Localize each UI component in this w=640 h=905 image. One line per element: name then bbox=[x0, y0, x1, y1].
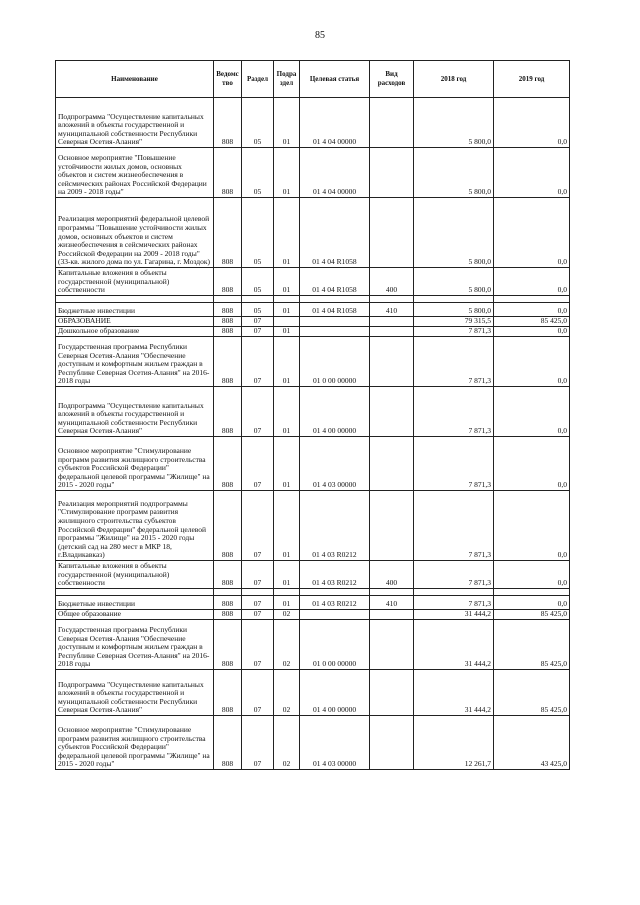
cell-2018: 31 444,2 bbox=[414, 610, 494, 620]
spacer-cell bbox=[414, 589, 494, 596]
header-expense-type: Вид расходов bbox=[370, 61, 414, 98]
table-row bbox=[56, 303, 570, 317]
cell-subsection: 01 bbox=[274, 303, 300, 317]
cell-subsection: 01 bbox=[274, 437, 300, 491]
cell-subsection: 01 bbox=[274, 327, 300, 337]
table-row bbox=[56, 337, 570, 387]
cell-ministry: 808 bbox=[214, 337, 242, 387]
table-row bbox=[56, 98, 570, 148]
table-row bbox=[56, 317, 570, 327]
cell-ministry: 808 bbox=[214, 561, 242, 589]
cell-expense-type bbox=[370, 198, 414, 268]
cell-2019: 0,0 bbox=[494, 387, 570, 437]
cell-target bbox=[300, 610, 370, 620]
table-row bbox=[56, 610, 570, 620]
spacer-cell bbox=[370, 589, 414, 596]
table-row bbox=[56, 670, 570, 716]
cell-ministry: 808 bbox=[214, 670, 242, 716]
cell-section: 05 bbox=[242, 268, 274, 296]
cell-section: 05 bbox=[242, 148, 274, 198]
cell-section: 05 bbox=[242, 198, 274, 268]
cell-expense-type bbox=[370, 317, 414, 327]
cell-section: 07 bbox=[242, 620, 274, 670]
cell-target: 01 4 04 00000 bbox=[300, 148, 370, 198]
spacer-cell bbox=[56, 589, 214, 596]
table-header-row bbox=[56, 61, 570, 98]
cell-2019: 85 425,0 bbox=[494, 670, 570, 716]
cell-name: Основное мероприятие "Повышение устойчивости жилых домов, основных объектов и систем жизнеобеспечения в сейсмических районах Российской Федерации на 2009 - 2018 годы" bbox=[56, 148, 214, 198]
cell-2018: 31 444,2 bbox=[414, 670, 494, 716]
cell-target: 01 0 00 00000 bbox=[300, 337, 370, 387]
cell-2018: 7 871,3 bbox=[414, 337, 494, 387]
cell-ministry: 808 bbox=[214, 268, 242, 296]
cell-target: 01 4 04 00000 bbox=[300, 98, 370, 148]
cell-expense-type bbox=[370, 337, 414, 387]
table-row bbox=[56, 327, 570, 337]
page-number: 85 bbox=[315, 30, 325, 41]
cell-name: Капитальные вложения в объекты государственной (муниципальной) собственности bbox=[56, 561, 214, 589]
cell-expense-type bbox=[370, 716, 414, 770]
cell-section: 05 bbox=[242, 303, 274, 317]
spacer-cell bbox=[242, 589, 274, 596]
cell-2018: 79 315,5 bbox=[414, 317, 494, 327]
cell-name: Подпрограмма "Осуществление капитальных вложений в объекты государственной и муниципальной собственности Республики Северная Осетия-Алания" bbox=[56, 387, 214, 437]
cell-ministry: 808 bbox=[214, 303, 242, 317]
cell-section: 07 bbox=[242, 437, 274, 491]
cell-2019: 0,0 bbox=[494, 561, 570, 589]
cell-target: 01 0 00 00000 bbox=[300, 620, 370, 670]
cell-2018: 7 871,3 bbox=[414, 437, 494, 491]
cell-2019: 85 425,0 bbox=[494, 620, 570, 670]
cell-expense-type bbox=[370, 491, 414, 561]
cell-target: 01 4 03 R0212 bbox=[300, 491, 370, 561]
spacer-cell bbox=[300, 296, 370, 303]
spacer-cell bbox=[214, 296, 242, 303]
cell-target: 01 4 00 00000 bbox=[300, 670, 370, 716]
spacer-cell bbox=[242, 296, 274, 303]
cell-target: 01 4 00 00000 bbox=[300, 387, 370, 437]
cell-expense-type: 400 bbox=[370, 268, 414, 296]
spacer-cell bbox=[274, 589, 300, 596]
spacer-cell bbox=[300, 589, 370, 596]
cell-subsection: 01 bbox=[274, 268, 300, 296]
cell-2019: 0,0 bbox=[494, 491, 570, 561]
cell-name: Реализация мероприятий подпрограммы "Стимулирование программ развития жилищного строительства субъектов Российской Федерации" федеральной целевой программы "Жилище" на 2015 - 2020 годы (детский сад на 280 мест в МКР 18, г.Владикавказ) bbox=[56, 491, 214, 561]
cell-ministry: 808 bbox=[214, 148, 242, 198]
cell-subsection: 01 bbox=[274, 98, 300, 148]
cell-name: Государственная программа Республики Северная Осетия-Алания "Обеспечение доступным и комфортным жильем граждан в Республике Северная Осетия-Алания" на 2016-2018 годы bbox=[56, 337, 214, 387]
spacer-cell bbox=[274, 296, 300, 303]
cell-subsection bbox=[274, 317, 300, 327]
cell-2018: 5 800,0 bbox=[414, 303, 494, 317]
table-row bbox=[56, 198, 570, 268]
row-spacer bbox=[56, 589, 570, 596]
header-section: Раздел bbox=[242, 61, 274, 98]
cell-2018: 5 800,0 bbox=[414, 98, 494, 148]
cell-ministry: 808 bbox=[214, 317, 242, 327]
cell-2019: 0,0 bbox=[494, 327, 570, 337]
cell-ministry: 808 bbox=[214, 327, 242, 337]
table-row bbox=[56, 561, 570, 589]
cell-expense-type bbox=[370, 437, 414, 491]
header-2018: 2018 год bbox=[414, 61, 494, 98]
spacer-cell bbox=[370, 296, 414, 303]
cell-name: Подпрограмма "Осуществление капитальных вложений в объекты государственной и муниципальной собственности Республики Северная Осетия-Алания" bbox=[56, 98, 214, 148]
budget-table bbox=[55, 60, 570, 770]
cell-expense-type bbox=[370, 148, 414, 198]
cell-section: 07 bbox=[242, 716, 274, 770]
cell-ministry: 808 bbox=[214, 198, 242, 268]
cell-expense-type bbox=[370, 327, 414, 337]
cell-2019: 0,0 bbox=[494, 303, 570, 317]
cell-subsection: 02 bbox=[274, 620, 300, 670]
cell-subsection: 01 bbox=[274, 337, 300, 387]
cell-ministry: 808 bbox=[214, 387, 242, 437]
cell-target bbox=[300, 317, 370, 327]
cell-target: 01 4 03 R0212 bbox=[300, 596, 370, 610]
cell-2019: 0,0 bbox=[494, 268, 570, 296]
cell-section: 07 bbox=[242, 491, 274, 561]
cell-name: ОБРАЗОВАНИЕ bbox=[56, 317, 214, 327]
spacer-cell bbox=[214, 589, 242, 596]
header-ministry: Ведомс тво bbox=[214, 61, 242, 98]
cell-section: 07 bbox=[242, 317, 274, 327]
cell-ministry: 808 bbox=[214, 596, 242, 610]
cell-2018: 7 871,3 bbox=[414, 327, 494, 337]
cell-2018: 5 800,0 bbox=[414, 268, 494, 296]
cell-2018: 31 444,2 bbox=[414, 620, 494, 670]
cell-2019: 0,0 bbox=[494, 437, 570, 491]
cell-expense-type bbox=[370, 98, 414, 148]
table-row bbox=[56, 437, 570, 491]
cell-expense-type bbox=[370, 670, 414, 716]
cell-expense-type bbox=[370, 610, 414, 620]
cell-2018: 7 871,3 bbox=[414, 491, 494, 561]
cell-2019: 85 425,0 bbox=[494, 317, 570, 327]
table-row bbox=[56, 491, 570, 561]
cell-name: Бюджетные инвестиции bbox=[56, 303, 214, 317]
cell-section: 07 bbox=[242, 327, 274, 337]
cell-2018: 7 871,3 bbox=[414, 596, 494, 610]
cell-target: 01 4 04 R1058 bbox=[300, 198, 370, 268]
cell-ministry: 808 bbox=[214, 491, 242, 561]
spacer-cell bbox=[494, 296, 570, 303]
header-2019: 2019 год bbox=[494, 61, 570, 98]
cell-subsection: 02 bbox=[274, 610, 300, 620]
table-row bbox=[56, 716, 570, 770]
cell-expense-type: 410 bbox=[370, 303, 414, 317]
cell-subsection: 01 bbox=[274, 596, 300, 610]
cell-target bbox=[300, 327, 370, 337]
cell-target: 01 4 04 R1058 bbox=[300, 268, 370, 296]
cell-name: Реализация мероприятий федеральной целевой программы "Повышение устойчивости жилых домов, основных объектов и систем жизнеобеспечения в сейсмических районах Российской Федерации на 2009 - 2018 годы" (33-кв. жилого дома по ул. Гагарина, г. Моздок) bbox=[56, 198, 214, 268]
cell-2019: 0,0 bbox=[494, 148, 570, 198]
cell-2019: 0,0 bbox=[494, 98, 570, 148]
cell-name: Основное мероприятие "Стимулирование программ развития жилищного строительства субъектов Российской Федерации" федеральной целевой программы "Жилище" на 2015 - 2020 годы" bbox=[56, 716, 214, 770]
header-target: Целевая статья bbox=[300, 61, 370, 98]
cell-2018: 12 261,7 bbox=[414, 716, 494, 770]
cell-section: 07 bbox=[242, 670, 274, 716]
cell-subsection: 01 bbox=[274, 491, 300, 561]
cell-subsection: 01 bbox=[274, 198, 300, 268]
cell-subsection: 01 bbox=[274, 148, 300, 198]
cell-section: 07 bbox=[242, 596, 274, 610]
cell-section: 07 bbox=[242, 561, 274, 589]
cell-target: 01 4 03 00000 bbox=[300, 437, 370, 491]
cell-name: Общее образование bbox=[56, 610, 214, 620]
spacer-cell bbox=[414, 296, 494, 303]
table-row bbox=[56, 148, 570, 198]
cell-expense-type bbox=[370, 387, 414, 437]
row-spacer bbox=[56, 296, 570, 303]
cell-2018: 7 871,3 bbox=[414, 561, 494, 589]
header-subsection: Подра здел bbox=[274, 61, 300, 98]
cell-subsection: 01 bbox=[274, 561, 300, 589]
cell-ministry: 808 bbox=[214, 716, 242, 770]
cell-name: Капитальные вложения в объекты государственной (муниципальной) собственности bbox=[56, 268, 214, 296]
cell-name: Государственная программа Республики Северная Осетия-Алания "Обеспечение доступным и комфортным жильем граждан в Республике Северная Осетия-Алания" на 2016-2018 годы bbox=[56, 620, 214, 670]
cell-expense-type bbox=[370, 620, 414, 670]
cell-2018: 7 871,3 bbox=[414, 387, 494, 437]
cell-name: Бюджетные инвестиции bbox=[56, 596, 214, 610]
cell-section: 05 bbox=[242, 98, 274, 148]
cell-target: 01 4 03 R0212 bbox=[300, 561, 370, 589]
cell-target: 01 4 03 00000 bbox=[300, 716, 370, 770]
cell-name: Основное мероприятие "Стимулирование программ развития жилищного строительства субъектов Российской Федерации" федеральной целевой программы "Жилище" на 2015 - 2020 годы" bbox=[56, 437, 214, 491]
cell-ministry: 808 bbox=[214, 610, 242, 620]
cell-target: 01 4 04 R1058 bbox=[300, 303, 370, 317]
table-row bbox=[56, 620, 570, 670]
cell-subsection: 01 bbox=[274, 387, 300, 437]
cell-2019: 85 425,0 bbox=[494, 610, 570, 620]
cell-section: 07 bbox=[242, 387, 274, 437]
cell-2018: 5 800,0 bbox=[414, 198, 494, 268]
cell-ministry: 808 bbox=[214, 620, 242, 670]
cell-section: 07 bbox=[242, 337, 274, 387]
cell-expense-type: 400 bbox=[370, 561, 414, 589]
cell-name: Подпрограмма "Осуществление капитальных вложений в объекты государственной и муниципальной собственности Республики Северная Осетия-Алания" bbox=[56, 670, 214, 716]
cell-2019: 0,0 bbox=[494, 596, 570, 610]
cell-section: 07 bbox=[242, 610, 274, 620]
table-row bbox=[56, 596, 570, 610]
cell-2019: 43 425,0 bbox=[494, 716, 570, 770]
cell-ministry: 808 bbox=[214, 437, 242, 491]
table-row bbox=[56, 268, 570, 296]
cell-subsection: 02 bbox=[274, 670, 300, 716]
spacer-cell bbox=[56, 296, 214, 303]
cell-expense-type: 410 bbox=[370, 596, 414, 610]
cell-ministry: 808 bbox=[214, 98, 242, 148]
spacer-cell bbox=[494, 589, 570, 596]
cell-name: Дошкольное образование bbox=[56, 327, 214, 337]
cell-2018: 5 800,0 bbox=[414, 148, 494, 198]
header-name: Наименование bbox=[56, 61, 214, 98]
table-row bbox=[56, 387, 570, 437]
cell-2019: 0,0 bbox=[494, 337, 570, 387]
cell-subsection: 02 bbox=[274, 716, 300, 770]
cell-2019: 0,0 bbox=[494, 198, 570, 268]
